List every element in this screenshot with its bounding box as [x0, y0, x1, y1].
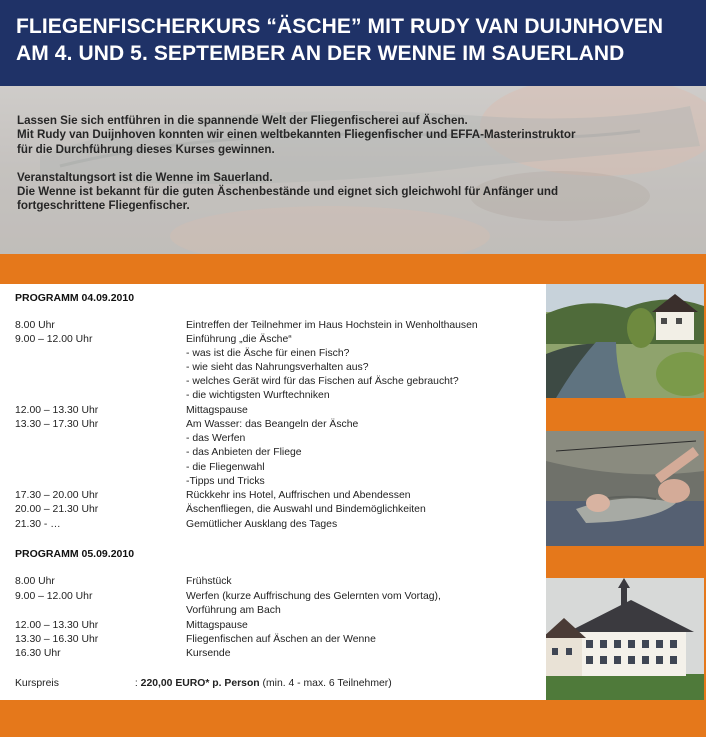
program-section	[0, 284, 546, 700]
schedule-time: 9.00 – 12.00 Uhr	[15, 334, 93, 345]
header-banner	[0, 0, 706, 86]
schedule-description: - wie sieht das Nahrungsverhalten aus?	[186, 362, 369, 373]
schedule-description: - die Fliegenwahl	[186, 462, 265, 473]
intro-line: für die Durchführung dieses Kurses gewinnen.	[17, 142, 275, 156]
program-day-1-heading: PROGRAMM 04.09.2010	[15, 292, 135, 304]
page-title-line-2: AM 4. UND 5. SEPTEMBER AN DER WENNE IM SAUERLAND	[16, 42, 625, 65]
orange-divider-bottom	[0, 700, 706, 737]
river-photo	[546, 284, 704, 398]
schedule-description: Rückkehr ins Hotel, Auffrischen und Abendessen	[186, 490, 411, 501]
schedule-time: 8.00 Uhr	[15, 320, 55, 331]
schedule-description: Kursende	[186, 648, 231, 659]
schedule-description: Gemütlicher Ausklang des Tages	[186, 519, 338, 530]
intro-section	[0, 86, 706, 254]
price-note-close: )	[388, 678, 392, 689]
schedule-time: 20.00 – 21.30 Uhr	[15, 504, 99, 515]
intro-text	[17, 114, 697, 214]
schedule-description: - welches Gerät wird für das Fischen auf Äsche gebraucht?	[186, 376, 459, 387]
schedule-description: - die wichtigsten Wurftechniken	[186, 390, 330, 401]
schedule-time: 13.30 – 16.30 Uhr	[15, 634, 99, 645]
schedule-time: 8.00 Uhr	[15, 576, 55, 587]
orange-divider-top	[0, 254, 706, 284]
price-note: min. 4 - max. 6 Teilnehmer	[266, 678, 389, 689]
schedule-description: Fliegenfischen auf Äschen an der Wenne	[186, 634, 376, 645]
schedule-description: Äschenfliegen, die Auswahl und Bindemöglichkeiten	[186, 504, 426, 515]
schedule-description: Vorführung am Bach	[186, 605, 281, 616]
schedule-description: Werfen (kurze Auffrischung des Gelernten vom Vortag),	[186, 591, 441, 602]
schedule-description: Eintreffen der Teilnehmer im Haus Hochstein in Wenholthausen	[186, 320, 478, 331]
intro-line: Die Wenne ist bekannt für die guten Äschenbestände und eignet sich gleichwohl für Anfänger und	[17, 185, 559, 199]
intro-line: Veranstaltungsort ist die Wenne im Sauerland.	[17, 170, 273, 184]
intro-line: Lassen Sie sich entführen in die spannende Welt der Fliegenfischerei auf Äschen.	[17, 114, 468, 127]
schedule-time: 12.00 – 13.30 Uhr	[15, 620, 99, 631]
schedule-time: 9.00 – 12.00 Uhr	[15, 591, 93, 602]
price-amount: 220,00 EURO* p. Person	[140, 678, 260, 689]
schedule-time: 13.30 – 17.30 Uhr	[15, 419, 99, 430]
grayling-in-hand-photo	[546, 431, 704, 546]
schedule-description: Mittagspause	[186, 620, 248, 631]
schedule-description: Mittagspause	[186, 405, 248, 416]
photo-column	[546, 284, 706, 700]
schedule-description: Am Wasser: das Beangeln der Äsche	[186, 419, 359, 430]
intro-line: fortgeschrittene Fliegenfischer.	[17, 199, 190, 213]
program-day-2-heading: PROGRAMM 05.09.2010	[15, 548, 135, 560]
schedule-description: Einführung „die Äsche“	[186, 334, 292, 345]
schedule-description: -Tipps und Tricks	[186, 476, 265, 487]
schedule-description: - das Werfen	[186, 433, 246, 444]
schedule-time: 21.30 - …	[15, 519, 61, 530]
schedule-description: - was ist die Äsche für einen Fisch?	[186, 348, 350, 359]
price-prefix: :	[134, 678, 141, 689]
page-title-line-1: FLIEGENFISCHERKURS “ÄSCHE” MIT RUDY VAN DUIJNHOVEN	[16, 15, 664, 38]
price-label: Kurspreis	[15, 678, 59, 689]
course-price	[15, 678, 392, 689]
schedule-description: - das Anbieten der Fliege	[186, 447, 302, 458]
intro-line: Mit Rudy van Duijnhoven konnten wir einen weltbekannten Fliegenfischer und EFFA-Masterinstruktor	[17, 128, 576, 142]
schedule-time: 17.30 – 20.00 Uhr	[15, 490, 99, 501]
schedule-description: Frühstück	[186, 576, 232, 587]
schedule-time: 12.00 – 13.30 Uhr	[15, 405, 99, 416]
schedule-time: 16.30 Uhr	[15, 648, 61, 659]
hotel-building-photo	[546, 578, 704, 700]
price-note-open: (	[259, 678, 266, 689]
